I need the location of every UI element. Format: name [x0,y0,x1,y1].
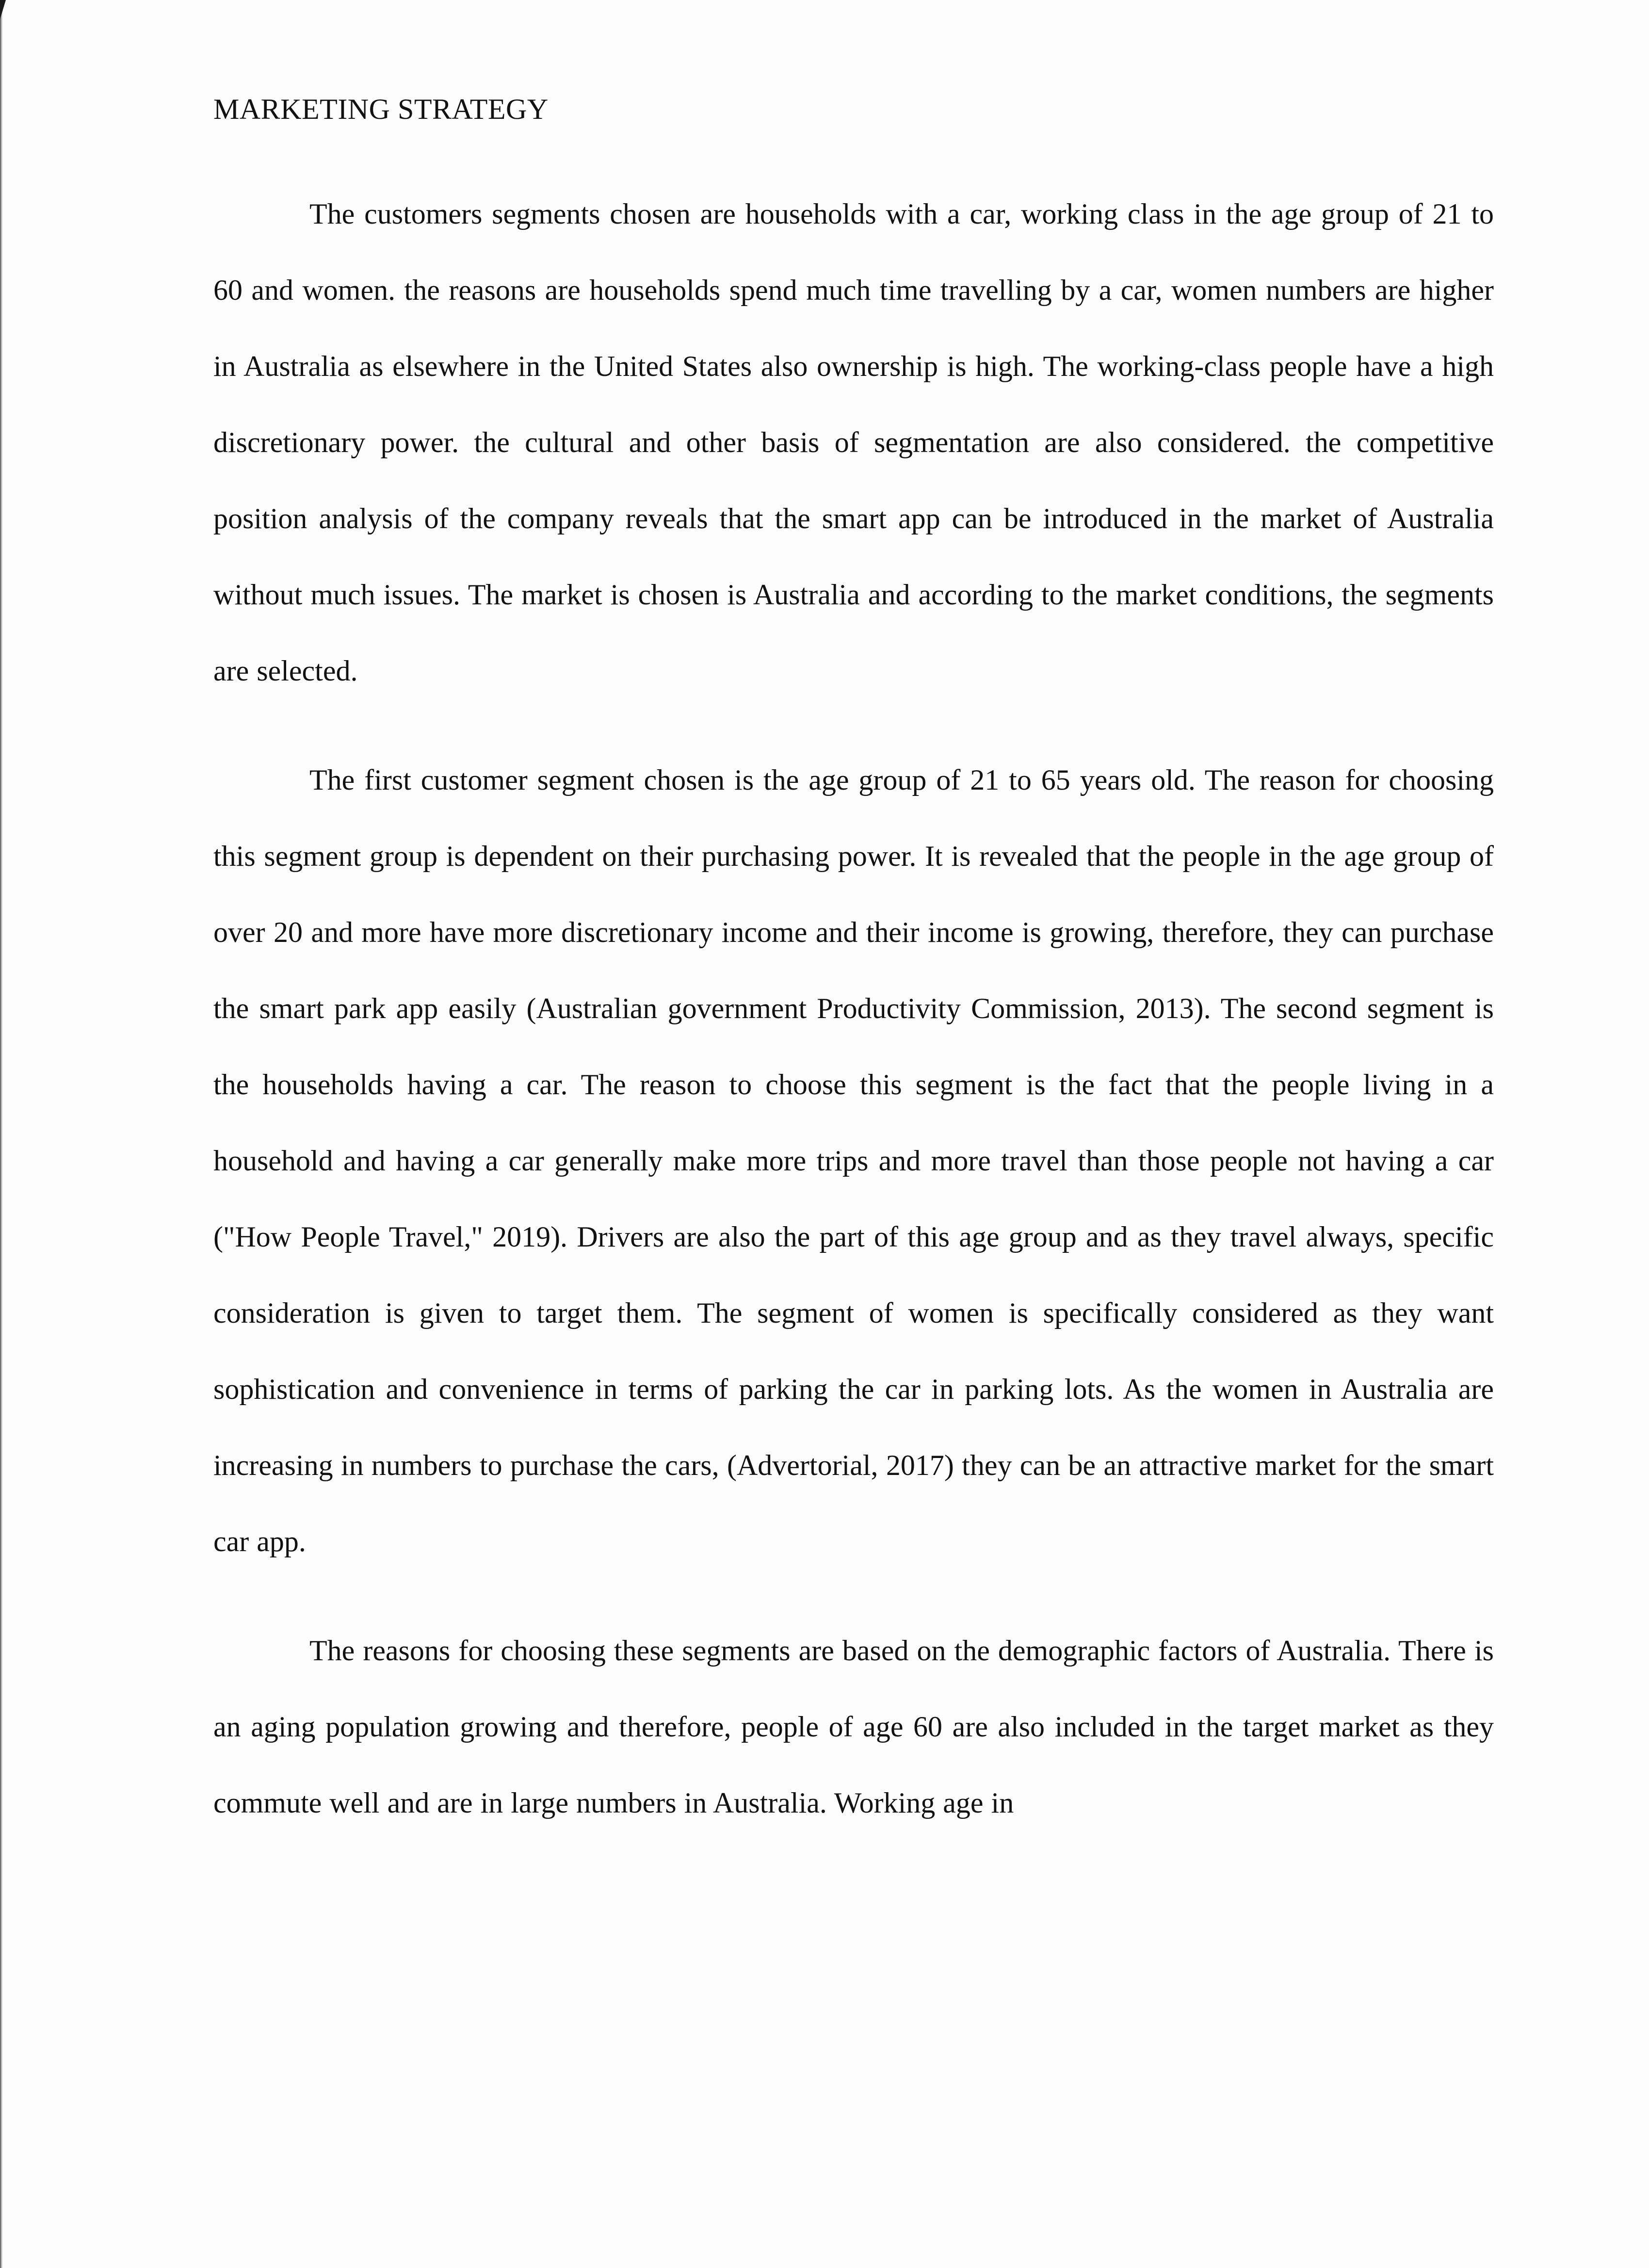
document-body [213,95,1494,1841]
paragraph-segments-overview: The customers segments chosen are households with a car, working class in the age group of 21 to 60 and women. the reasons are households spend much time travelling by a car, women numbers are higher in Australia as elsewhere in the United States also ownership is high. The working-class people have a high discretionary power. the cultural and other basis of segmentation are also considered. the competitive position analysis of the company reveals that the smart app can be introduced in the market of Australia without much issues. The market is chosen is Australia and according to the market conditions, the segments are selected. [213,198,1494,687]
section-heading: MARKETING STRATEGY [213,93,549,125]
paragraph-segment-details: The first customer segment chosen is the age group of 21 to 65 years old. The reason for choosing this segment group is dependent on their purchasing power. It is revealed that the people in the age group of over 20 and more have more discretionary income and their income is growing, therefore, they can purchase the smart park app easily (Australian government Productivity Commission, 2013). The second segment is the households having a car. The reason to choose this segment is the fact that the people living in a household and having a car generally make more trips and more travel than those people not having a car ("How People Travel," 2019). Drivers are also the part of this age group and as they travel always, specific consideration is given to target them. The segment of women is specifically considered as they want sophistication and convenience in terms of parking the car in parking lots. As the women in Australia are increasing in numbers to purchase the cars, (Advertorial, 2017) they can be an attractive market for the smart car app. [213,764,1494,1557]
scan-corner-mark [0,0,6,19]
scan-left-edge [0,0,3,2268]
paragraph-demographic-reasons: The reasons for choosing these segments are based on the demographic factors of Australia. There is an aging population growing and therefore, people of age 60 are also included in the target market as they commute well and are in large numbers in Australia. Working age in [213,1635,1494,1819]
